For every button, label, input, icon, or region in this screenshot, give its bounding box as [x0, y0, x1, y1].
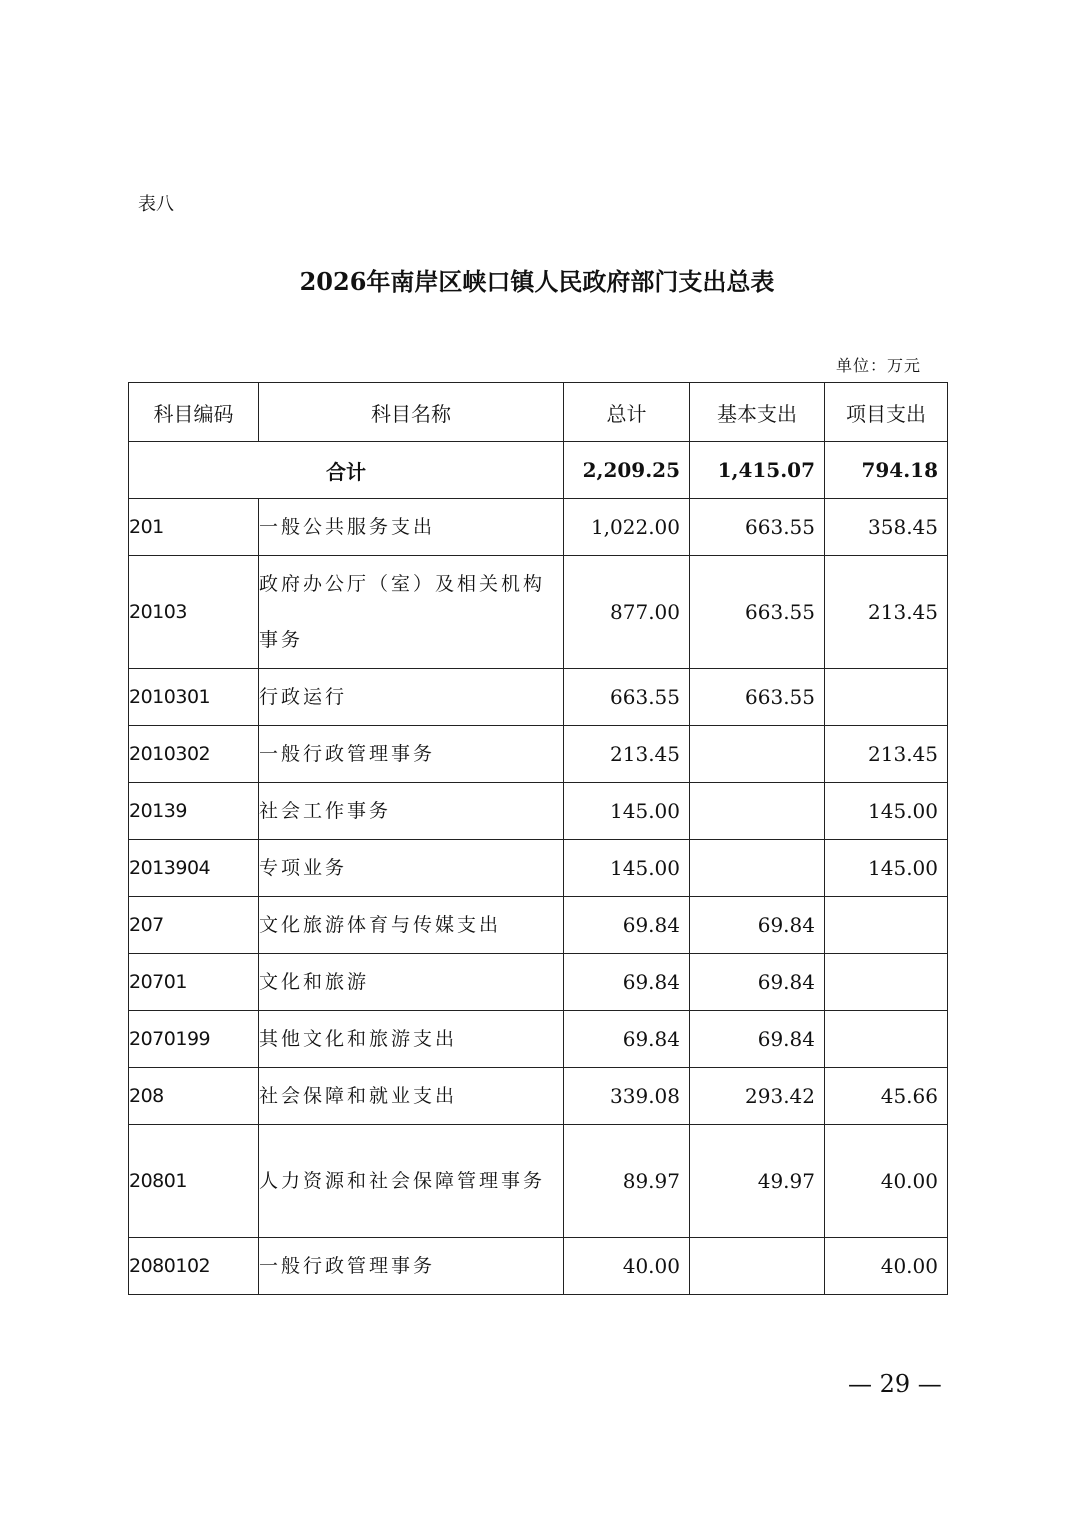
header-code: 科目编码	[129, 383, 259, 442]
row-code: 20139	[129, 783, 259, 840]
total-project: 794.18	[825, 442, 948, 499]
table-row	[129, 1238, 948, 1295]
row-project	[825, 1011, 948, 1068]
header-name: 科目名称	[259, 383, 564, 442]
row-total: 69.84	[564, 1011, 690, 1068]
table-row	[129, 726, 948, 783]
row-project: 40.00	[825, 1125, 948, 1238]
table-row	[129, 840, 948, 897]
row-project	[825, 954, 948, 1011]
table-total-row	[129, 442, 948, 499]
row-project: 45.66	[825, 1068, 948, 1125]
row-basic: 49.97	[690, 1125, 825, 1238]
row-code: 2010302	[129, 726, 259, 783]
row-basic	[690, 783, 825, 840]
row-code: 20701	[129, 954, 259, 1011]
row-project: 213.45	[825, 556, 948, 669]
row-total: 145.00	[564, 840, 690, 897]
row-total: 339.08	[564, 1068, 690, 1125]
row-basic: 69.84	[690, 954, 825, 1011]
table-row	[129, 1068, 948, 1125]
row-total: 40.00	[564, 1238, 690, 1295]
table-row	[129, 954, 948, 1011]
row-project: 145.00	[825, 783, 948, 840]
header-project: 项目支出	[825, 383, 948, 442]
row-basic: 663.55	[690, 499, 825, 556]
row-code: 2010301	[129, 669, 259, 726]
row-total: 213.45	[564, 726, 690, 783]
row-project: 213.45	[825, 726, 948, 783]
row-name: 专项业务	[259, 840, 564, 897]
row-total: 69.84	[564, 897, 690, 954]
row-name: 一般行政管理事务	[259, 726, 564, 783]
row-name: 其他文化和旅游支出	[259, 1011, 564, 1068]
header-total: 总计	[564, 383, 690, 442]
row-total: 1,022.00	[564, 499, 690, 556]
row-code: 201	[129, 499, 259, 556]
table-row	[129, 783, 948, 840]
row-project	[825, 897, 948, 954]
table-row	[129, 556, 948, 669]
header-basic: 基本支出	[690, 383, 825, 442]
row-code: 207	[129, 897, 259, 954]
row-code: 2070199	[129, 1011, 259, 1068]
row-code: 20103	[129, 556, 259, 669]
row-basic: 663.55	[690, 556, 825, 669]
row-name: 政府办公厅（室）及相关机构事务	[259, 556, 564, 669]
row-project: 40.00	[825, 1238, 948, 1295]
row-basic	[690, 1238, 825, 1295]
row-basic: 69.84	[690, 1011, 825, 1068]
table-row	[129, 669, 948, 726]
row-basic	[690, 840, 825, 897]
table-label: 表八	[138, 194, 174, 215]
row-total: 877.00	[564, 556, 690, 669]
unit-label: 单位：万元	[836, 356, 922, 375]
row-code: 2013904	[129, 840, 259, 897]
row-total: 89.97	[564, 1125, 690, 1238]
row-name: 行政运行	[259, 669, 564, 726]
row-basic	[690, 726, 825, 783]
row-code: 20801	[129, 1125, 259, 1238]
total-basic: 1,415.07	[690, 442, 825, 499]
row-basic: 69.84	[690, 897, 825, 954]
table-header-row	[129, 383, 948, 442]
table-row	[129, 897, 948, 954]
page-title: 2026年南岸区峡口镇人民政府部门支出总表	[299, 267, 775, 296]
row-project: 145.00	[825, 840, 948, 897]
row-name: 人力资源和社会保障管理事务	[259, 1125, 564, 1238]
row-total: 663.55	[564, 669, 690, 726]
row-name: 文化旅游体育与传媒支出	[259, 897, 564, 954]
row-name: 社会保障和就业支出	[259, 1068, 564, 1125]
row-project	[825, 669, 948, 726]
expenditure-table	[128, 382, 948, 1295]
row-total: 145.00	[564, 783, 690, 840]
row-name: 文化和旅游	[259, 954, 564, 1011]
row-basic: 663.55	[690, 669, 825, 726]
table-row	[129, 1011, 948, 1068]
row-code: 2080102	[129, 1238, 259, 1295]
row-basic: 293.42	[690, 1068, 825, 1125]
page-number: — 29 —	[848, 1370, 942, 1398]
table-row	[129, 1125, 948, 1238]
row-code: 208	[129, 1068, 259, 1125]
table-row	[129, 499, 948, 556]
row-name: 一般公共服务支出	[259, 499, 564, 556]
row-name: 一般行政管理事务	[259, 1238, 564, 1295]
row-name: 社会工作事务	[259, 783, 564, 840]
row-project: 358.45	[825, 499, 948, 556]
total-label: 合计	[129, 442, 564, 499]
total-total: 2,209.25	[564, 442, 690, 499]
row-total: 69.84	[564, 954, 690, 1011]
